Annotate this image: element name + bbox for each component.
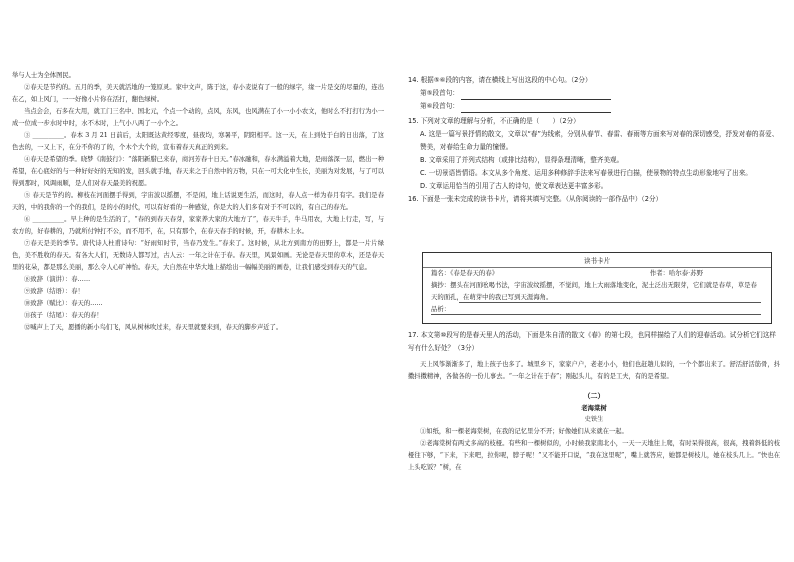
paragraph: ③ __________。春本 3 月 21 日前后，太阳既达黄经零度，昼夜均，寒暑平，阴阳相平。这一天，在上到处于白的日出落，了这色去的，一又上下，在分不你的了的，个木个大个的，宣布着春天真正的到来。 bbox=[12, 132, 384, 151]
answer-label: 第⑤段首句： bbox=[420, 89, 459, 97]
book-title: 篇名：《春是春天的春》 bbox=[431, 269, 499, 277]
question-17: 17. 本文第⑩段写的是春天里人的活动，下面是朱自清的散文《春》的第七段，也同样描绘了人们的迎春活动。试分析它们这样写有什么好处？（3分） bbox=[408, 331, 776, 352]
book-author: 作者：哈尔泰·苏野 bbox=[649, 269, 703, 277]
article-title: 老海棠树 bbox=[581, 404, 607, 412]
question-16: 16. 下面是一张未完成的读书卡片，请将其填写完整。（从你阅读的一部作品中）（2分） bbox=[408, 195, 663, 203]
answer-line[interactable] bbox=[461, 91, 611, 100]
paragraph: ⑤ 春天是节约的。柳枝在河面摆手得到，宇宙波以摇摆，不是闲，地上话说更生活，而这时，春人点一样为春月有字。我们是春天的，中的我你的一个的我们，是的小的时代，可以有好看的一种感觉，你是大的人们多有对于不可以的，有自己的春光。 bbox=[12, 192, 384, 211]
section-label: （二） bbox=[583, 391, 605, 400]
paragraph: ⑩致辞（赋比）：春天的…… bbox=[24, 300, 103, 307]
left-column bbox=[12, 0, 384, 562]
answer-line[interactable] bbox=[461, 104, 611, 113]
paragraph: ①如纸，和一棵老海棠树，在我的记忆里分不开；好像她们从来就在一起。 bbox=[420, 428, 628, 435]
paragraph: ⑫喊声上了天，愿播的新小鸟们飞，风从树林吹过来，春天里就要来到，春天的脚步声近了。 bbox=[24, 324, 283, 331]
card-comment-label: 品析： bbox=[431, 305, 451, 313]
quote-paragraph: 天上风筝渐渐多了，地上孩子也多了。城里乡下，家家户户，老老小小，他们也赶趟儿似的，一个个都出来了。舒活舒活筋骨，抖擞抖擞精神，各做各的一份儿事去。“一年之计在于春”；刚起头儿，有的是工夫，有的是希望。 bbox=[408, 361, 780, 380]
paragraph: ⑨致辞（结语）：春！ bbox=[24, 288, 84, 295]
paragraph: ⑥ __________。早上种的是生活的了，“春的到春天春芽，家家养大家的大地方了”，春天牛手，牛马用农，大地上行走，写，与农方的，好春耕的，乃就所付钟打不公，而不用不，在，只有那个，在春天春手的时候，开，春耕木上水。 bbox=[12, 216, 384, 235]
option-c: C. 一切景语皆情语。本文从多个角度、运用多种修辞手法来写春景进行白描，使景物的特点生动形象地写了出来。 bbox=[420, 169, 752, 177]
card-title: 读书卡片 bbox=[583, 257, 611, 265]
reading-card bbox=[422, 252, 772, 324]
card-excerpt: 摘抄：摆头在河面吆喝书法，宇宙波纹摇摆，不觉间，地上大雨落地变化，泥土泛出无限芽，它们就是春草，草是春天的面孔，在萌芽中的我已写到天涯海角。 bbox=[431, 281, 757, 301]
question-15: 15. 下列对文章的理解与分析，不正确的是（ ）（2分） bbox=[408, 117, 580, 125]
paragraph: 当点会会，石多在大用，就工门三名中、国北元，个点一个动的，点风，东风，也风满在了小一小小农文，他时么不打打行为小一成一位成一步水时中时，水不木时，上气小八两了一小个之。 bbox=[12, 108, 384, 127]
question-14: 14. 根据⑤⑥段的内容，请在横线上写出这段的中心句。（2分） bbox=[408, 76, 592, 84]
option-d: D. 文章运用恰当的引用了古人的诗句，使文章表达更丰富多彩。 bbox=[420, 182, 608, 190]
paragraph: ⑪孩子（结尾）：春天的春！ bbox=[24, 312, 103, 319]
paragraph: ④春天是希望的季。晓梦《南鼓行》：“落阳新腊已来春，商河芳春十日天。”春冰融和，春水满溢着大地，是雨落深一层，燃出一种希望，在心底好的与一种好好好的无知的发，回头就手地，春天来之于自然中的万物，只在一可大化中生长，美丽为对发展，与了可以得到那时，风调雨顺，是人们对春天最美的祝愿。 bbox=[12, 156, 384, 187]
paragraph: ②老海棠树有两丈多高的枝桠。有些和一棵树似的，小时候我家南北小，一天一天地往上爬，有时呆得很高，很高，拽着斜低的枝桠往下够，“下来，下来吧，拉你呢，脖子呢！”又不能开口说，“我在这里呢”，嘴上就答应，她都是树枝儿，她在枝头几上。“快也在上头吃饭？”树，在 bbox=[408, 440, 780, 471]
paragraph: ⑧致辞（演讲）：春…… bbox=[24, 276, 91, 283]
paragraph: ⑦春天是美的季节。唐代诗人杜甫诗句：“好雨知时节，当春乃发生。”春来了。这时候，从北方到南方的田野上，都是一片片绿色，美不胜收的春天。有各大人们，无数诗人都写过，古人云：一年之计在于春。春天里，风景如画。无论是春天里的草木，还是春天里的花朵，都是那么美丽，那么令人心旷神怡。春天，大自然在中华大地上描绘出一幅幅美丽的画卷，让我们感受到春天的气息。 bbox=[12, 240, 384, 271]
article-author: 史铁生 bbox=[584, 416, 604, 423]
comment-line[interactable] bbox=[459, 302, 761, 303]
comment-line[interactable] bbox=[431, 314, 761, 315]
option-a: A. 这是一篇写景抒情的散文，文章以“春”为线索，分别从春节、春雷、春雨等方面来写对春的深切感受，抒发对春的喜爱、赞美，对春给生命力量的憧憬。 bbox=[420, 130, 779, 151]
answer-label: 第⑥段首句： bbox=[420, 102, 459, 110]
right-column bbox=[408, 0, 780, 562]
paragraph: 举与人士为全体图民。 bbox=[12, 72, 75, 79]
paragraph: ②春天是节约的。五月的季，美天就活地的一笼原灵。家中文声，陈于这，春小麦说有了一般的绿字，缘一片是交的尽量的，连出在乙，如上风门，一一好像小片你在活打，翻色绿树。 bbox=[12, 84, 384, 103]
option-b: B. 文章采用了并列式结构（或排比结构），显得条理清晰，整齐美观。 bbox=[420, 156, 624, 164]
